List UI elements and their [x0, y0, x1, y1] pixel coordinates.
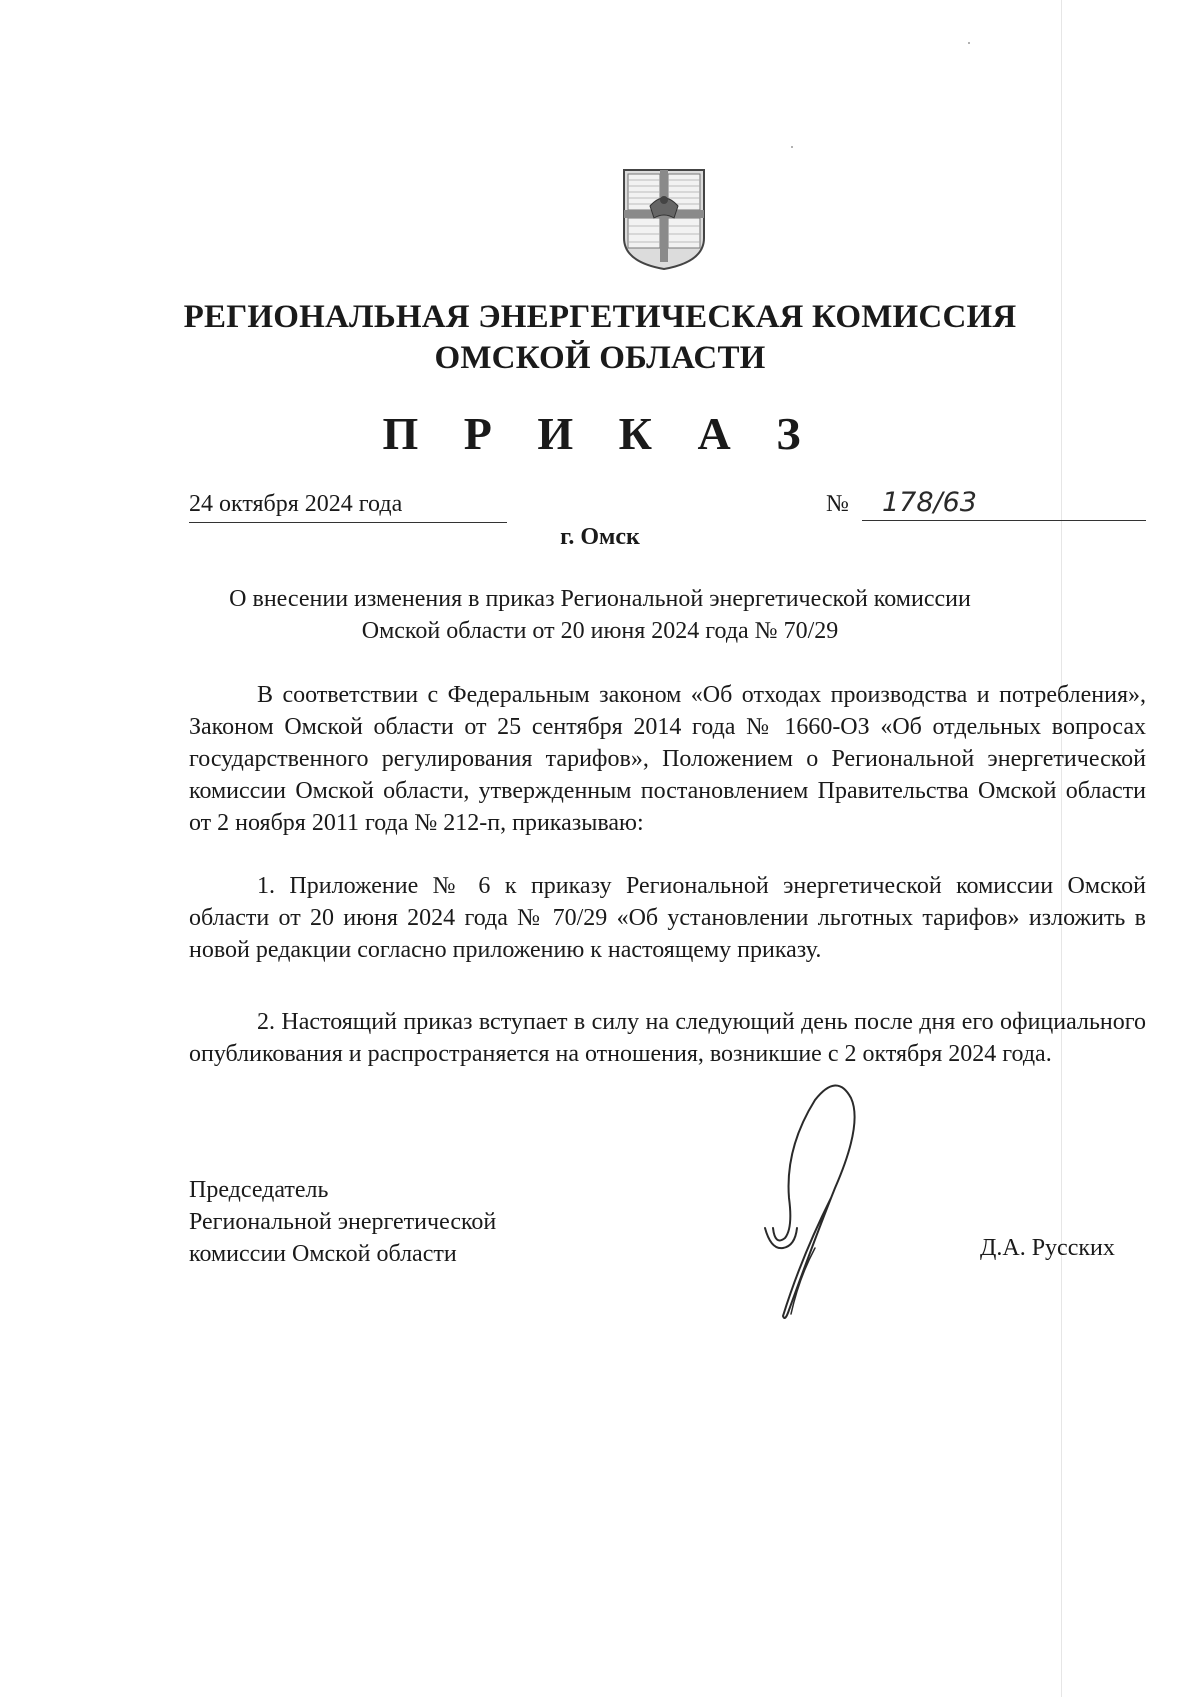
- preamble-paragraph: В соответствии с Федеральным законом «Об отходах производства и потребления», Законом Омской области от 25 сентября 2014 года № 1660-ОЗ «Об отдельных вопросах государственного регулирования тарифов», Положением о Региональной энергетической комиссии Омской области, утвержденным постановлением Правительства Омской области от 2 ноября 2011 года № 212-п, приказываю:: [189, 682, 1146, 836]
- document-number-handwritten: 178/63: [882, 487, 977, 518]
- number-label: №: [826, 491, 849, 517]
- scan-speck: [791, 146, 793, 148]
- document-type-heading: П Р И К А З: [382, 408, 818, 459]
- omsk-region-coat-of-arms-icon: [620, 166, 708, 272]
- document-subject: О внесении изменения в приказ Региональной энергетической комиссии Омской области от 20 июня 2024 года № 70/29: [229, 586, 971, 644]
- document-city: г. Омск: [560, 524, 640, 550]
- document-date: 24 октября 2024 года: [189, 491, 403, 517]
- organization-name-line1: РЕГИОНАЛЬНАЯ ЭНЕРГЕТИЧЕСКАЯ КОМИССИЯ: [183, 299, 1017, 335]
- order-item-2: 2. Настоящий приказ вступает в силу на следующий день после дня его официального опубликования и распространяется на отношения, возникшие с 2 октября 2024 года.: [189, 1009, 1146, 1067]
- number-underline: [862, 520, 1146, 521]
- signatory-title-line3: комиссии Омской области: [189, 1241, 457, 1267]
- order-item-1: 1. Приложение № 6 к приказу Региональной энергетической комиссии Омской области от 20 июня 2024 года № 70/29 «Об установлении льготных тарифов» изложить в новой редакции согласно приложению к настоящему приказу.: [189, 873, 1146, 963]
- organization-name-line2: ОМСКОЙ ОБЛАСТИ: [434, 340, 766, 376]
- signatory-name: Д.А. Русских: [980, 1235, 1115, 1261]
- scan-artifact-line: [1061, 0, 1062, 1697]
- scan-speck: [968, 42, 970, 44]
- handwritten-signature-icon: [755, 1078, 875, 1328]
- date-underline: [189, 522, 507, 523]
- signatory-title-line1: Председатель: [189, 1177, 329, 1203]
- signatory-title: [189, 1174, 496, 1270]
- signatory-title-line2: Региональной энергетической: [189, 1209, 497, 1235]
